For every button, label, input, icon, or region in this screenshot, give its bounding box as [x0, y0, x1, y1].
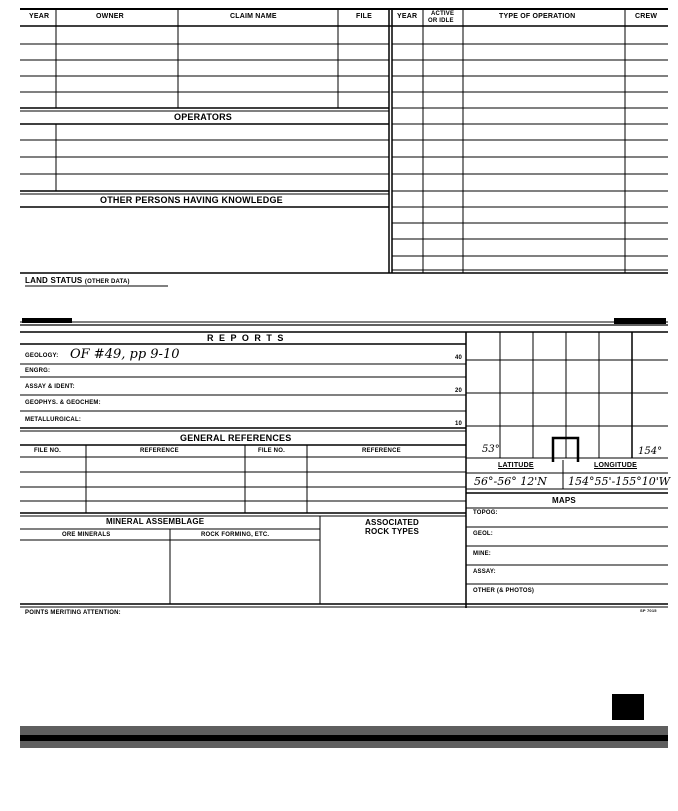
- gr-col-reference: REFERENCE: [140, 448, 179, 454]
- col-owner: OWNER: [96, 13, 124, 20]
- form-code: SP 7015: [640, 608, 657, 613]
- longitude-label: LONGITUDE: [594, 462, 638, 469]
- report-geophys-label: GEOPHYS. & GEOCHEM:: [25, 400, 101, 406]
- report-geology-handwritten: OF #49, pp 9-10: [70, 347, 180, 362]
- col-crew: CREW: [635, 13, 658, 20]
- maps-heading: MAPS: [552, 496, 576, 505]
- maps-mine: MINE:: [473, 551, 491, 557]
- maps-other-photos: OTHER (& PHOTOS): [473, 588, 535, 594]
- report-metallurgical-label: METALLURGICAL:: [25, 417, 82, 423]
- report-engrg-label: ENGRG:: [25, 368, 51, 374]
- maps-assay: ASSAY:: [473, 569, 496, 575]
- ore-minerals-heading: ORE MINERALS: [62, 532, 111, 538]
- longitude-value-handwritten: 154°55'-155°10'W: [568, 475, 671, 488]
- other-persons-heading: OTHER PERSONS HAVING KNOWLEDGE: [100, 195, 283, 205]
- maps-topog: TOPOG:: [473, 510, 498, 516]
- operators-heading: OPERATORS: [174, 112, 232, 122]
- associated-rock-types-heading: ASSOCIATED ROCK TYPES: [364, 518, 419, 537]
- reports-heading: R E P O R T S: [207, 333, 285, 343]
- col-year: YEAR: [29, 13, 50, 20]
- report-geology-label: GEOLOGY:: [25, 353, 59, 359]
- lon-right-handwritten: 154°: [638, 446, 663, 457]
- col-type-of-operation: TYPE OF OPERATION: [499, 13, 576, 20]
- report-metallurgical-code: 10: [455, 421, 463, 427]
- maps-geol: GEOL:: [473, 531, 493, 537]
- col-claim-name: CLAIM NAME: [230, 13, 277, 20]
- lat-left-handwritten: 53°: [482, 444, 500, 455]
- col-or-idle: OR IDLE: [428, 18, 454, 24]
- col-file: FILE: [356, 13, 372, 20]
- report-geology-code: 40: [455, 355, 463, 361]
- latitude-value-handwritten: 56°-56° 12'N: [474, 475, 547, 488]
- points-meriting-attention: POINTS MERITING ATTENTION:: [25, 610, 121, 616]
- gr-col-file-no: FILE NO.: [34, 448, 61, 454]
- land-status-label: LAND STATUS (OTHER DATA): [25, 276, 130, 285]
- gr-col-file-no-2: FILE NO.: [258, 448, 285, 454]
- general-references-heading: GENERAL REFERENCES: [180, 433, 292, 443]
- latitude-label: LATITUDE: [498, 462, 534, 469]
- rock-forming-heading: ROCK FORMING, ETC.: [201, 532, 270, 538]
- col-year-right: YEAR: [397, 13, 418, 20]
- land-status-sub: (OTHER DATA): [84, 279, 130, 285]
- gr-col-reference-2: REFERENCE: [362, 448, 401, 454]
- col-active: ACTIVE: [431, 11, 455, 17]
- report-assay-label: ASSAY & IDENT:: [25, 384, 75, 390]
- report-assay-code: 20: [455, 388, 463, 394]
- mineral-assemblage-heading: MINERAL ASSEMBLAGE: [106, 517, 205, 526]
